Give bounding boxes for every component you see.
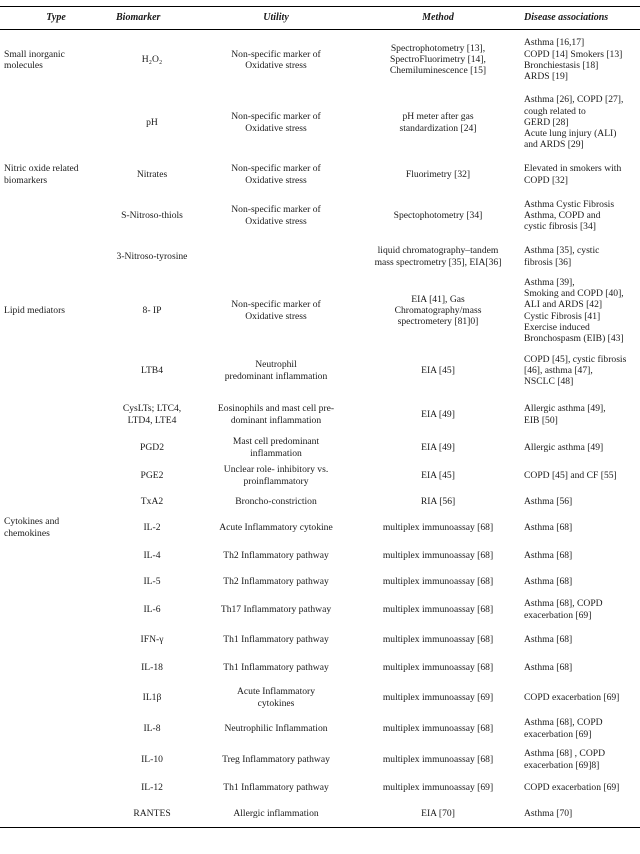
type-cell — [0, 238, 112, 276]
method-text: Chromatography/mass — [394, 304, 482, 316]
disease-cell — [516, 434, 640, 462]
disease-text: COPD exacerbation [69] — [524, 781, 620, 793]
biomarker-text: IL-8 — [143, 722, 161, 734]
disease-cell — [516, 90, 640, 156]
disease-text: Asthma [68] — [524, 521, 573, 533]
disease-cell — [516, 276, 640, 346]
utility-cell — [192, 514, 360, 542]
disease-text: Allergic asthma [49], — [524, 403, 606, 415]
table-row — [0, 396, 640, 434]
disease-text: Allergic asthma [49] — [524, 441, 604, 453]
table-row — [0, 238, 640, 276]
disease-text: Bronchiestasis [18] — [524, 59, 599, 71]
method-text: multiplex immunoassay [68] — [382, 722, 494, 734]
disease-cell — [516, 194, 640, 238]
disease-text: Asthma [35], cystic — [524, 245, 600, 257]
header-type: Type — [0, 7, 112, 30]
type-cell — [0, 570, 112, 594]
method-text: mass spectrometry [35], EIA[36] — [374, 256, 502, 268]
method-text: EIA [70] — [421, 807, 455, 819]
table-row — [0, 744, 640, 776]
table-body — [0, 30, 640, 828]
disease-text: Asthma [68], COPD — [524, 717, 603, 729]
disease-cell — [516, 542, 640, 570]
disease-cell — [516, 396, 640, 434]
table-row — [0, 714, 640, 744]
method-cell — [360, 30, 516, 90]
disease-cell — [516, 714, 640, 744]
type-cell — [0, 276, 112, 346]
method-text: EIA [45] — [421, 364, 455, 376]
biomarker-text: pH — [146, 116, 158, 128]
header-disease: Disease associations — [516, 7, 640, 30]
utility-cell — [192, 800, 360, 828]
disease-text: ARDS [19] — [524, 70, 568, 82]
biomarker-text: IL-10 — [141, 753, 163, 765]
utility-cell — [192, 90, 360, 156]
biomarker-cell — [112, 156, 192, 194]
disease-cell — [516, 654, 640, 682]
biomarker-cell — [112, 194, 192, 238]
method-cell — [360, 194, 516, 238]
disease-text: Exercise induced — [524, 321, 590, 333]
disease-cell — [516, 800, 640, 828]
method-cell — [360, 594, 516, 626]
utility-text: Allergic inflammation — [233, 807, 319, 819]
biomarker-cell — [112, 462, 192, 490]
utility-text: inflammation — [250, 447, 302, 459]
utility-text: Th17 Inflammatory pathway — [220, 603, 332, 615]
disease-text: COPD [14] Smokers [13] — [524, 48, 623, 60]
utility-text: Acute Inflammatory — [236, 686, 316, 698]
biomarker-text: TxA2 — [140, 495, 164, 507]
utility-cell — [192, 396, 360, 434]
disease-cell — [516, 682, 640, 714]
disease-text: Asthma [68] — [524, 633, 573, 645]
type-cell — [0, 776, 112, 800]
disease-text: Asthma, COPD and — [524, 209, 601, 221]
method-text: EIA [49] — [421, 441, 455, 453]
method-cell — [360, 570, 516, 594]
method-text: Chemiluminescence [15] — [389, 65, 487, 77]
utility-cell — [192, 776, 360, 800]
utility-cell — [192, 744, 360, 776]
biomarker-cell — [112, 542, 192, 570]
utility-text: Oxidative stress — [245, 174, 307, 186]
disease-cell — [516, 238, 640, 276]
table-row — [0, 90, 640, 156]
utility-text: Th1 Inflammatory pathway — [223, 633, 329, 645]
utility-cell — [192, 346, 360, 396]
disease-text: Asthma [70] — [524, 807, 573, 819]
utility-text: Th1 Inflammatory pathway — [223, 781, 329, 793]
method-cell — [360, 238, 516, 276]
disease-cell — [516, 346, 640, 396]
biomarker-cell — [112, 800, 192, 828]
type-cell — [0, 514, 112, 542]
disease-text: ALI and ARDS [42] — [524, 299, 603, 311]
utility-cell — [192, 682, 360, 714]
biomarker-cell — [112, 654, 192, 682]
disease-text: cystic fibrosis [34] — [524, 221, 596, 233]
utility-text: Oxidative stress — [245, 310, 307, 322]
biomarker-text: IL-6 — [143, 603, 161, 615]
biomarker-text: LTD4, LTE4 — [127, 414, 177, 426]
biomarker-cell — [112, 346, 192, 396]
utility-text: Acute Inflammatory cytokine — [219, 521, 333, 533]
biomarker-text: IL-12 — [141, 781, 163, 793]
type-cell — [0, 714, 112, 744]
utility-text: Non-specific marker of — [231, 299, 321, 311]
utility-cell — [192, 156, 360, 194]
disease-cell — [516, 30, 640, 90]
disease-cell — [516, 570, 640, 594]
utility-text: Oxidative stress — [245, 215, 307, 227]
biomarker-text: CysLTs; LTC4, — [122, 403, 182, 415]
method-cell — [360, 776, 516, 800]
disease-text: Asthma [68] — [524, 575, 573, 587]
utility-text: Unclear role- inhibitory vs. — [223, 464, 329, 476]
utility-text: Th2 Inflammatory pathway — [223, 549, 329, 561]
biomarker-cell — [112, 90, 192, 156]
type-cell — [0, 542, 112, 570]
type-cell — [0, 800, 112, 828]
utility-text: Th2 Inflammatory pathway — [223, 575, 329, 587]
biomarker-text: PGE2 — [140, 469, 164, 481]
type-text: Small inorganic — [4, 48, 65, 60]
table-row — [0, 800, 640, 828]
biomarker-text: IFN-γ — [140, 633, 164, 645]
table-row — [0, 490, 640, 514]
disease-text: Cystic Fibrosis [41] — [524, 310, 601, 322]
biomarker-text: LTB4 — [140, 364, 164, 376]
utility-text: Oxidative stress — [245, 59, 307, 71]
biomarker-cell — [112, 570, 192, 594]
biomarker-cell — [112, 276, 192, 346]
disease-text: exacerbation [69]8] — [524, 759, 600, 771]
table-row — [0, 570, 640, 594]
disease-text: exacerbation [69] — [524, 728, 592, 740]
method-text: pH meter after gas — [402, 111, 474, 123]
biomarker-cell — [112, 682, 192, 714]
method-cell — [360, 276, 516, 346]
method-cell — [360, 626, 516, 654]
type-cell — [0, 346, 112, 396]
disease-text: NSCLC [48] — [524, 376, 574, 388]
utility-text: Oxidative stress — [245, 122, 307, 134]
biomarker-text: IL-5 — [143, 575, 161, 587]
biomarker-cell — [112, 744, 192, 776]
utility-text: Treg Inflammatory pathway — [222, 753, 330, 765]
type-cell — [0, 90, 112, 156]
method-cell — [360, 490, 516, 514]
method-cell — [360, 654, 516, 682]
biomarker-text: PGD2 — [140, 441, 164, 453]
disease-text: fibrosis [36] — [524, 256, 572, 268]
method-cell — [360, 514, 516, 542]
type-text: molecules — [4, 59, 43, 71]
disease-cell — [516, 490, 640, 514]
utility-text: Th1 Inflammatory pathway — [223, 661, 329, 673]
type-text: Cytokines and — [4, 516, 60, 528]
method-cell — [360, 346, 516, 396]
method-text: EIA [49] — [421, 408, 455, 420]
type-text: chemokines — [4, 527, 50, 539]
table-row — [0, 514, 640, 542]
utility-cell — [192, 276, 360, 346]
type-cell — [0, 626, 112, 654]
disease-text: Asthma [68] , COPD — [524, 748, 606, 760]
method-text: EIA [41], Gas — [411, 293, 465, 305]
method-text: multiplex immunoassay [68] — [382, 661, 494, 673]
method-cell — [360, 396, 516, 434]
table-row — [0, 594, 640, 626]
disease-text: Asthma [68] — [524, 549, 573, 561]
table-row — [0, 654, 640, 682]
utility-text: Neutrophilic Inflammation — [224, 722, 328, 734]
table-row — [0, 542, 640, 570]
disease-text: cough related to — [524, 105, 586, 117]
header-utility: Utility — [192, 7, 360, 30]
disease-text: Elevated in smokers with — [524, 163, 622, 175]
type-cell — [0, 434, 112, 462]
table-row — [0, 346, 640, 396]
biomarker-cell — [112, 514, 192, 542]
type-text: biomarkers — [4, 174, 48, 186]
table-row — [0, 434, 640, 462]
biomarker-text: H₂O₂ — [141, 54, 163, 66]
utility-text: predominant inflammation — [224, 370, 328, 382]
method-text: Spectophotometry [34] — [393, 209, 483, 221]
biomarker-table — [0, 6, 640, 828]
biomarker-cell — [112, 434, 192, 462]
method-text: multiplex immunoassay [68] — [382, 633, 494, 645]
table-row — [0, 462, 640, 490]
utility-text: Non-specific marker of — [231, 204, 321, 216]
utility-cell — [192, 30, 360, 90]
biomarker-cell — [112, 238, 192, 276]
disease-text: Smoking and COPD [40], — [524, 288, 624, 300]
disease-text: Acute lung injury (ALI) — [524, 128, 617, 140]
disease-text: EIB [50] — [524, 414, 558, 426]
disease-cell — [516, 462, 640, 490]
disease-text: COPD [45], cystic fibrosis — [524, 353, 627, 365]
utility-cell — [192, 714, 360, 744]
utility-text: Broncho-constriction — [235, 495, 317, 507]
disease-text: [46], asthma [47], — [524, 364, 593, 376]
type-cell — [0, 462, 112, 490]
disease-text: Asthma [16,17] — [524, 37, 585, 49]
biomarker-text: S-Nitroso-thiols — [121, 209, 183, 221]
method-cell — [360, 714, 516, 744]
method-text: multiplex immunoassay [68] — [382, 575, 494, 587]
type-text: Lipid mediators — [4, 304, 66, 316]
biomarker-text: IL-2 — [143, 521, 161, 533]
disease-text: exacerbation [69] — [524, 609, 592, 621]
biomarker-text: IL-4 — [143, 549, 161, 561]
utility-cell — [192, 594, 360, 626]
disease-text: Asthma [68] — [524, 661, 573, 673]
utility-cell — [192, 238, 360, 276]
type-cell — [0, 744, 112, 776]
utility-cell — [192, 570, 360, 594]
method-cell — [360, 90, 516, 156]
method-cell — [360, 542, 516, 570]
method-text: liquid chromatography–tandem — [377, 245, 499, 257]
biomarker-cell — [112, 776, 192, 800]
utility-text: Eosinophils and mast cell pre- — [217, 403, 335, 415]
biomarker-text: 8- IP — [142, 304, 162, 316]
biomarker-cell — [112, 396, 192, 434]
method-text: multiplex immunoassay [68] — [382, 753, 494, 765]
biomarker-cell — [112, 594, 192, 626]
method-text: RIA [56] — [420, 495, 456, 507]
method-text: Spectrophotometry [13], — [390, 42, 486, 54]
type-cell — [0, 654, 112, 682]
biomarker-cell — [112, 714, 192, 744]
type-cell — [0, 682, 112, 714]
utility-cell — [192, 462, 360, 490]
method-cell — [360, 800, 516, 828]
biomarker-text: Nitrates — [136, 168, 168, 180]
method-cell — [360, 682, 516, 714]
disease-cell — [516, 514, 640, 542]
method-text: multiplex immunoassay [68] — [382, 549, 494, 561]
method-text: standardization [24] — [399, 122, 477, 134]
utility-cell — [192, 434, 360, 462]
method-text: multiplex immunoassay [68] — [382, 603, 494, 615]
disease-text: GERD [28] — [524, 116, 569, 128]
biomarker-text: IL1β — [142, 691, 162, 703]
method-text: multiplex immunoassay [69] — [382, 691, 494, 703]
method-cell — [360, 156, 516, 194]
method-text: multiplex immunoassay [68] — [382, 521, 494, 533]
method-text: spectrometery [81]0] — [397, 316, 479, 328]
table-row — [0, 626, 640, 654]
utility-cell — [192, 626, 360, 654]
table-row — [0, 156, 640, 194]
table-row — [0, 276, 640, 346]
disease-text: COPD [45] and CF [55] — [524, 469, 617, 481]
utility-text: dominant inflammation — [230, 414, 322, 426]
table-row — [0, 194, 640, 238]
disease-text: Asthma [26], COPD [27], — [524, 94, 624, 106]
disease-text: and ARDS [29] — [524, 139, 584, 151]
method-cell — [360, 744, 516, 776]
disease-text: COPD exacerbation [69] — [524, 691, 620, 703]
disease-text: Bronchospasm (EIB) [43] — [524, 332, 624, 344]
method-text: multiplex immunoassay [69] — [382, 781, 494, 793]
disease-text: COPD [32] — [524, 174, 568, 186]
utility-text: cytokines — [257, 697, 295, 709]
biomarker-text: IL-18 — [141, 661, 163, 673]
utility-cell — [192, 194, 360, 238]
utility-text: Non-specific marker of — [231, 48, 321, 60]
header-biomarker: Biomarker — [112, 7, 192, 30]
utility-text: Non-specific marker of — [231, 111, 321, 123]
type-text: Nitric oxide related — [4, 163, 79, 175]
utility-cell — [192, 654, 360, 682]
method-cell — [360, 462, 516, 490]
utility-text: proinflammatory — [243, 475, 309, 487]
disease-cell — [516, 776, 640, 800]
table-row — [0, 30, 640, 90]
disease-text: Asthma Cystic Fibrosis — [524, 198, 615, 210]
disease-cell — [516, 626, 640, 654]
biomarker-cell — [112, 626, 192, 654]
method-text: EIA [45] — [421, 469, 455, 481]
utility-cell — [192, 542, 360, 570]
type-cell — [0, 30, 112, 90]
disease-cell — [516, 594, 640, 626]
utility-cell — [192, 490, 360, 514]
biomarker-cell — [112, 30, 192, 90]
disease-text: Asthma [39], — [524, 276, 575, 288]
utility-text: Neutrophil — [255, 359, 297, 371]
utility-text: Mast cell predominant — [232, 436, 320, 448]
header-method: Method — [360, 7, 516, 30]
biomarker-cell — [112, 490, 192, 514]
method-text: SpectroFluorimetry [14], — [390, 54, 486, 66]
disease-cell — [516, 156, 640, 194]
header-row — [0, 7, 640, 30]
disease-cell — [516, 744, 640, 776]
biomarker-text: 3-Nitroso-tyrosine — [116, 250, 188, 262]
table-row — [0, 776, 640, 800]
type-cell — [0, 396, 112, 434]
disease-text: Asthma [56] — [524, 495, 573, 507]
type-cell — [0, 156, 112, 194]
table-row — [0, 682, 640, 714]
utility-text: Non-specific marker of — [231, 163, 321, 175]
type-cell — [0, 490, 112, 514]
type-cell — [0, 194, 112, 238]
type-cell — [0, 594, 112, 626]
method-text: Fluorimetry [32] — [405, 168, 471, 180]
disease-text: Asthma [68], COPD — [524, 598, 603, 610]
biomarker-text: RANTES — [133, 807, 171, 819]
method-cell — [360, 434, 516, 462]
